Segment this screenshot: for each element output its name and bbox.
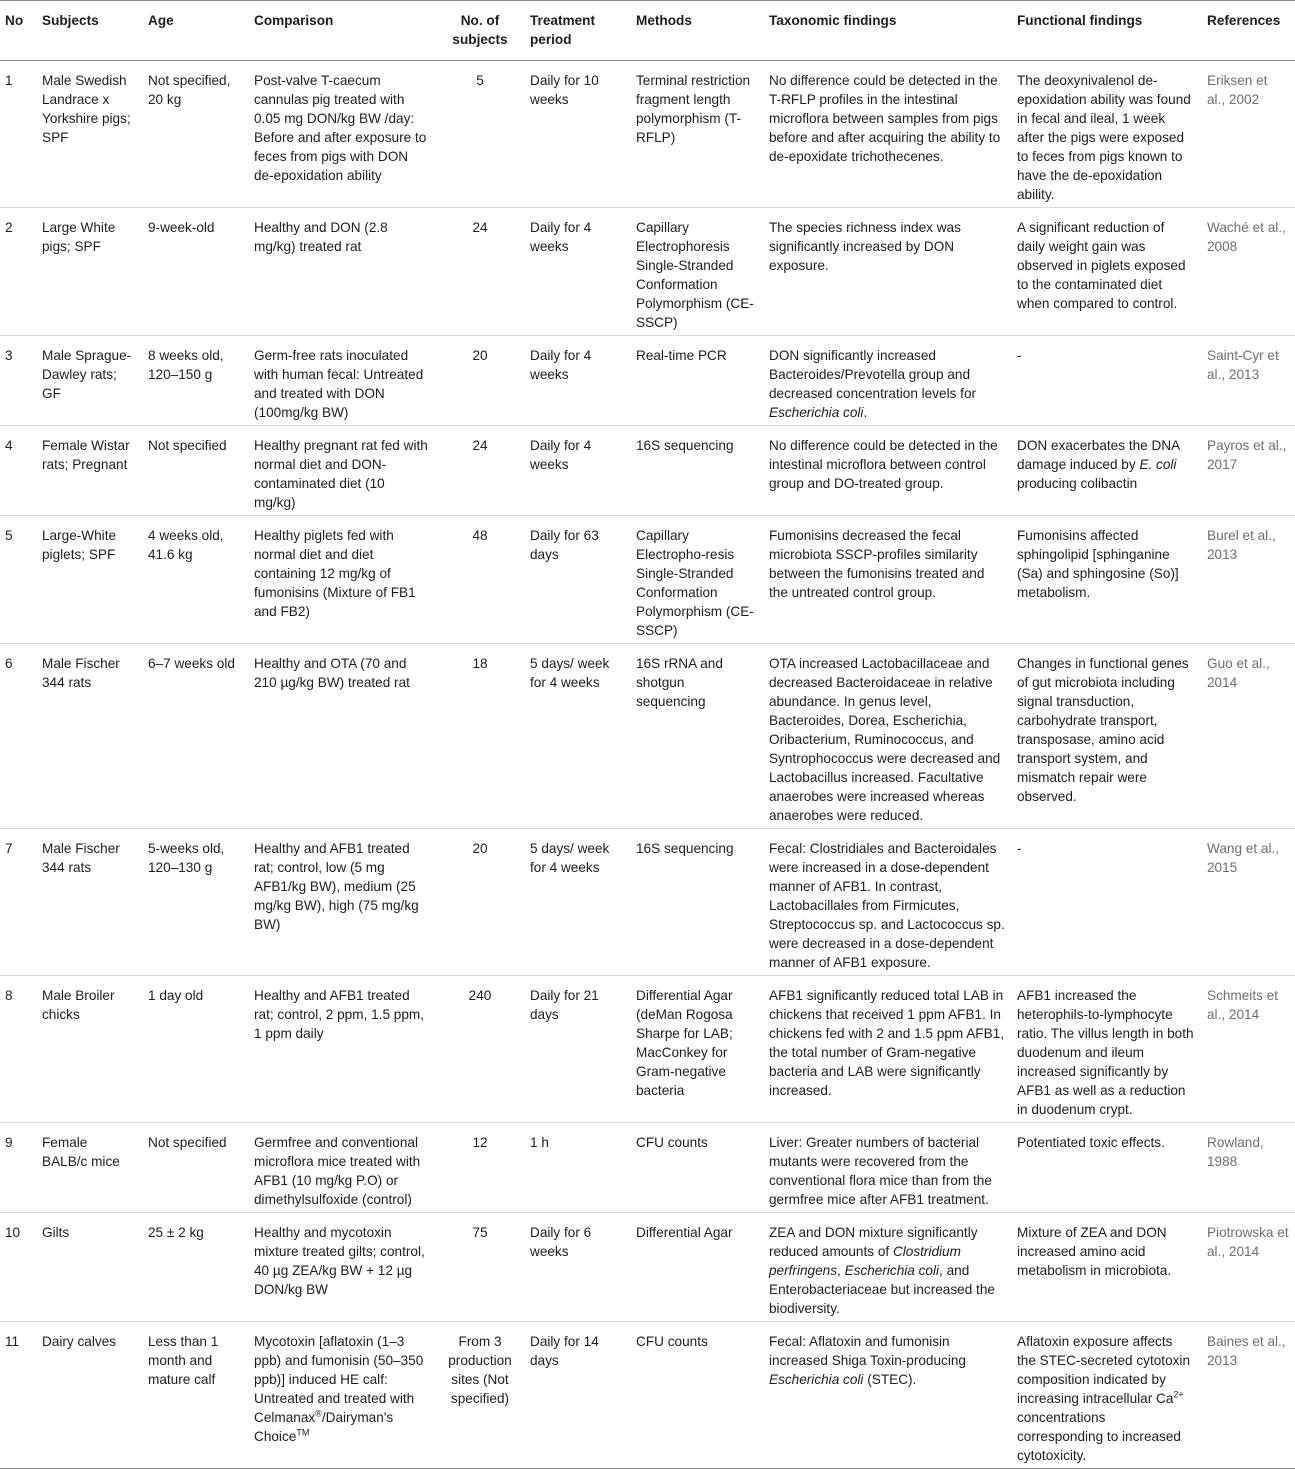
functional-findings-cell: - <box>1017 841 1022 856</box>
taxonomic-findings-cell: No difference could be detected in the intestinal microflora between control group and DO-treated group. <box>769 438 998 491</box>
functional-findings-cell: AFB1 increased the heterophils-to-lymphocyte ratio. The villus length in both duodenum and ileum increased significantly by AFB1 as well as a reduction in duodenum crypt. <box>1017 988 1194 1117</box>
treatment-period-cell: Daily for 4 weeks <box>530 220 592 254</box>
subjects-count-cell: 20 <box>472 348 488 363</box>
reference-link[interactable]: Burel et al., 2013 <box>1207 528 1276 562</box>
taxonomic-text: Fecal: Aflatoxin and fumonisin increased Shiga Toxin-producing <box>769 1334 966 1368</box>
age-cell: 8 weeks old, 120–150 g <box>148 348 224 382</box>
subjects-count-cell: From 3 production sites (Not specified) <box>448 1334 512 1406</box>
row-number: 4 <box>5 438 13 453</box>
taxonomic-text: (STEC). <box>863 1372 917 1387</box>
comparison-text: /Dairyman's Choice <box>254 1410 394 1444</box>
comparison-cell: Post-valve T-caecum cannulas pig treated with 0.05 mg DON/kg BW /day: Before and after exposure to feces from pigs with DON de-epoxidation ability <box>254 73 427 183</box>
header-row <box>0 1 1295 61</box>
species-name: Escherichia coli <box>844 1263 940 1278</box>
methods-cell: Real-time PCR <box>636 348 727 363</box>
subjects-count-cell: 75 <box>472 1225 488 1240</box>
treatment-period-cell: Daily for 14 days <box>530 1334 599 1368</box>
methods-cell: Differential Agar (deMan Rogosa Sharpe for LAB; MacConkey for Gram-negative bacteria <box>636 988 733 1098</box>
registered-mark: ® <box>315 1408 322 1419</box>
taxonomic-findings-cell: Fumonisins decreased the fecal microbiota SSCP-profiles similarity between the fumonisins treated and the untreated control group. <box>769 528 985 600</box>
subjects-cell: Female BALB/c mice <box>42 1135 120 1169</box>
functional-text: producing colibactin <box>1017 476 1138 491</box>
reference-link[interactable]: Guo et al., 2014 <box>1207 656 1270 690</box>
table-body <box>0 61 1295 1469</box>
species-name: Escherichia coli <box>769 405 864 420</box>
taxonomic-findings-cell: Liver: Greater numbers of bacterial mutants were recovered from the conventional flora mice than from the germfree mice after AFB1 treatment. <box>769 1135 992 1207</box>
species-name: Escherichia coli <box>769 1372 864 1387</box>
subjects-cell: Dairy calves <box>42 1334 117 1349</box>
header-no: No <box>0 1 36 61</box>
table-row <box>0 829 1295 976</box>
functional-text: DON exacerbates the DNA damage induced by <box>1017 438 1180 472</box>
age-cell: 6–7 weeks old <box>148 656 235 671</box>
table-header <box>0 1 1295 61</box>
comparison-cell: Healthy and DON (2.8 mg/kg) treated rat <box>254 220 388 254</box>
taxonomic-findings-cell: The species richness index was significantly increased by DON exposure. <box>769 220 961 273</box>
functional-findings-cell: - <box>1017 348 1022 363</box>
methods-cell: 16S sequencing <box>636 841 734 856</box>
treatment-period-cell: Daily for 10 weeks <box>530 73 599 107</box>
methods-cell: CFU counts <box>636 1135 708 1150</box>
subjects-cell: Large White pigs; SPF <box>42 220 116 254</box>
subjects-count-cell: 5 <box>476 73 484 88</box>
methods-cell: 16S sequencing <box>636 438 734 453</box>
reference-link[interactable]: Waché et al., 2008 <box>1207 220 1286 254</box>
taxonomic-findings-cell <box>763 336 1011 426</box>
functional-text: Aflatoxin exposure affects the STEC-secreted cytotoxin composition indicated by increasing intracellular Ca <box>1017 1334 1191 1406</box>
treatment-period-cell: Daily for 21 days <box>530 988 599 1022</box>
header-methods: Methods <box>630 1 763 61</box>
subjects-count-cell: 12 <box>472 1135 488 1150</box>
age-cell: Less than 1 month and mature calf <box>148 1334 219 1387</box>
comparison-cell: Healthy and AFB1 treated rat; control, low (5 mg AFB1/kg BW), medium (25 mg/kg BW), high (75 mg/kg BW) <box>254 841 419 932</box>
comparison-cell: Healthy and AFB1 treated rat; control, 2 ppm, 1.5 ppm, 1 ppm daily <box>254 988 425 1041</box>
subjects-cell: Male Broiler chicks <box>42 988 115 1022</box>
treatment-period-cell: 5 days/ week for 4 weeks <box>530 656 610 690</box>
methods-cell: Capillary Electrophoresis Single-Stranded Conformation Polymorphism (CE-SSCP) <box>636 220 754 330</box>
taxonomic-text: , <box>837 1263 845 1278</box>
reference-link[interactable]: Wang et al., 2015 <box>1207 841 1280 875</box>
row-number: 10 <box>5 1225 21 1240</box>
functional-findings-cell <box>1011 1322 1201 1469</box>
taxonomic-findings-cell <box>763 1213 1011 1322</box>
treatment-period-cell: Daily for 4 weeks <box>530 438 592 472</box>
header-comparison: Comparison <box>248 1 436 61</box>
row-number: 3 <box>5 348 13 363</box>
methods-cell: 16S rRNA and shotgun sequencing <box>636 656 723 709</box>
subjects-count-cell: 48 <box>472 528 488 543</box>
table-row <box>0 208 1295 336</box>
comparison-cell: Germ-free rats inoculated with human fecal: Untreated and treated with DON (100mg/kg BW) <box>254 348 424 420</box>
table-row <box>0 976 1295 1123</box>
taxonomic-text: ZEA and DON mixture significantly reduced amounts of <box>769 1225 978 1259</box>
header-references: References <box>1201 1 1295 61</box>
comparison-cell: Healthy piglets fed with normal diet and diet containing 12 mg/kg of fumonisins (Mixture of FB1 and FB2) <box>254 528 416 619</box>
ion-charge: 2+ <box>1173 1389 1184 1400</box>
row-number: 7 <box>5 841 13 856</box>
row-number: 9 <box>5 1135 13 1150</box>
row-number: 2 <box>5 220 13 235</box>
age-cell: Not specified <box>148 438 227 453</box>
row-number: 11 <box>5 1334 20 1349</box>
comparison-cell: Germfree and conventional microflora mice treated with AFB1 (10 mg/kg P.O) or dimethylsulfoxide (control) <box>254 1135 421 1207</box>
subjects-cell: Male Fischer 344 rats <box>42 656 120 690</box>
subjects-count-cell: 24 <box>472 220 488 235</box>
trademark-mark: TM <box>296 1427 310 1438</box>
taxonomic-findings-cell: AFB1 significantly reduced total LAB in chickens that received 1 ppm AFB1. In chickens fed with 2 and 1.5 ppm AFB1, the total number of Gram-negative bacteria and LAB were significantly increased. <box>769 988 1005 1098</box>
subjects-count-cell: 20 <box>472 841 488 856</box>
functional-findings-cell: Changes in functional genes of gut microbiota including signal transduction, carbohydrate transport, transposase, amino acid transport system, and mismatch repair were observed. <box>1017 656 1189 804</box>
species-name: Clostridium perfringens <box>769 1244 961 1278</box>
methods-cell: Capillary Electropho-resis Single-Stranded Conformation Polymorphism (CE-SSCP) <box>636 528 754 638</box>
subjects-cell: Gilts <box>42 1225 70 1240</box>
reference-link[interactable]: Eriksen et al., 2002 <box>1207 73 1268 107</box>
age-cell: 9-week-old <box>148 220 215 235</box>
methods-cell: CFU counts <box>636 1334 708 1349</box>
table-row <box>0 516 1295 644</box>
functional-findings-cell: Potentiated toxic effects. <box>1017 1135 1165 1150</box>
table-row <box>0 336 1295 426</box>
taxonomic-text: . <box>863 405 868 420</box>
treatment-period-cell: Daily for 4 weeks <box>530 348 592 382</box>
row-number: 8 <box>5 988 13 1003</box>
header-age: Age <box>142 1 248 61</box>
table-row <box>0 1123 1295 1213</box>
age-cell: 5-weeks old, 120–130 g <box>148 841 225 875</box>
subjects-cell: Female Wistar rats; Pregnant <box>42 438 130 472</box>
functional-findings-cell: A significant reduction of daily weight gain was observed in piglets exposed to the contaminated diet when compared to control. <box>1017 220 1186 311</box>
age-cell: Not specified, 20 kg <box>148 73 231 107</box>
taxonomic-findings-cell: OTA increased Lactobacillaceae and decreased Bacteroidaceae in relative abundance. In genus level, Bacteroides, Dorea, Escherichia, Oribacterium, Ruminococcus, and Syntrophococcus were decreased and Lactobacillus increased. Facultative anaerobes were increased whereas anaerobes were reduced. <box>769 656 1001 823</box>
taxonomic-findings-cell: No difference could be detected in the T-RFLP profiles in the intestinal microflora between samples from pigs before and after acquiring the ability to de-epoxidate trichothecenes. <box>769 73 1001 164</box>
table-row <box>0 1213 1295 1322</box>
age-cell: 4 weeks old, 41.6 kg <box>148 528 224 562</box>
table-row <box>0 644 1295 829</box>
subjects-cell: Male Fischer 344 rats <box>42 841 120 875</box>
row-number: 5 <box>5 528 13 543</box>
header-subjects: Subjects <box>36 1 142 61</box>
functional-text: concentrations corresponding to increased cytotoxicity. <box>1017 1410 1181 1463</box>
treatment-period-cell: Daily for 6 weeks <box>530 1225 592 1259</box>
treatment-period-cell: 5 days/ week for 4 weeks <box>530 841 610 875</box>
reference-link[interactable]: Saint-Cyr et al., 2013 <box>1207 348 1279 382</box>
subjects-cell: Large-White piglets; SPF <box>42 528 117 562</box>
comparison-cell: Healthy and mycotoxin mixture treated gilts; control, 40 µg ZEA/kg BW + 12 µg DON/kg BW <box>254 1225 425 1297</box>
row-number: 1 <box>5 73 13 88</box>
taxonomic-findings-cell: Fecal: Clostridiales and Bacteroidales were increased in a dose-dependent manner of AFB1. In contrast, Lactobacillales from Firmicutes, Streptococcus sp. and Lactococcus sp. were decreased in a dose-dependent manner of AFB1 exposure. <box>769 841 1005 970</box>
subjects-count-cell: 240 <box>468 988 492 1003</box>
subjects-cell: Male Swedish Landrace x Yorkshire pigs; SPF <box>42 73 131 145</box>
species-name: E. coli <box>1139 457 1177 472</box>
subjects-count-cell: 24 <box>472 438 488 453</box>
functional-findings-cell: The deoxynivalenol de-epoxidation ability was found in fecal and ileal, 1 week after the pigs were exposed to feces from pigs known to have the de-epoxidation ability. <box>1017 73 1191 202</box>
treatment-period-cell: Daily for 63 days <box>530 528 599 562</box>
header-taxonomic-findings: Taxonomic findings <box>763 1 1011 61</box>
reference-link[interactable]: Baines et al., 2013 <box>1207 1334 1286 1368</box>
functional-findings-cell <box>1011 426 1201 516</box>
row-number: 6 <box>5 656 13 671</box>
table-row <box>0 61 1295 208</box>
header-functional-findings: Functional findings <box>1011 1 1201 61</box>
methods-cell: Terminal restriction fragment length polymorphism (T-RFLP) <box>636 73 751 145</box>
functional-findings-cell: Fumonisins affected sphingolipid [sphinganine (Sa) and sphingosine (So)] metabolism. <box>1017 528 1179 600</box>
reference-link[interactable]: Piotrowska et al., 2014 <box>1207 1225 1289 1259</box>
functional-findings-cell: Mixture of ZEA and DON increased amino acid metabolism in microbiota. <box>1017 1225 1172 1278</box>
age-cell: Not specified <box>148 1135 227 1150</box>
subjects-count-cell: 18 <box>472 656 488 671</box>
subjects-cell: Male Sprague-Dawley rats; GF <box>42 348 132 401</box>
table-row <box>0 426 1295 516</box>
table-row <box>0 1322 1295 1469</box>
header-treatment-period: Treatment period <box>524 1 630 61</box>
methods-cell: Differential Agar <box>636 1225 733 1240</box>
taxonomic-findings-cell <box>763 1322 1011 1469</box>
comparison-cell: Healthy pregnant rat fed with normal diet and DON-contaminated diet (10 mg/kg) <box>254 438 428 510</box>
comparison-cell <box>248 1322 436 1469</box>
reference-link[interactable]: Payros et al., 2017 <box>1207 438 1287 472</box>
reference-link[interactable]: Rowland, 1988 <box>1207 1135 1264 1169</box>
taxonomic-text: , and Enterobacteriaceae but increased the biodiversity. <box>769 1263 995 1316</box>
age-cell: 25 ± 2 kg <box>148 1225 204 1240</box>
comparison-cell: Healthy and OTA (70 and 210 µg/kg BW) treated rat <box>254 656 410 690</box>
age-cell: 1 day old <box>148 988 204 1003</box>
taxonomic-text: DON significantly increased Bacteroides/Prevotella group and decreased concentration levels for <box>769 348 977 401</box>
reference-link[interactable]: Schmeits et al., 2014 <box>1207 988 1279 1022</box>
comparison-text: Mycotoxin [aflatoxin (1–3 ppb) and fumonisin (50–350 ppb)] induced HE calf: Untreated and treated with Celmanax <box>254 1334 424 1425</box>
treatment-period-cell: 1 h <box>530 1135 549 1150</box>
header-number-of-subjects: No. of subjects <box>436 1 524 61</box>
